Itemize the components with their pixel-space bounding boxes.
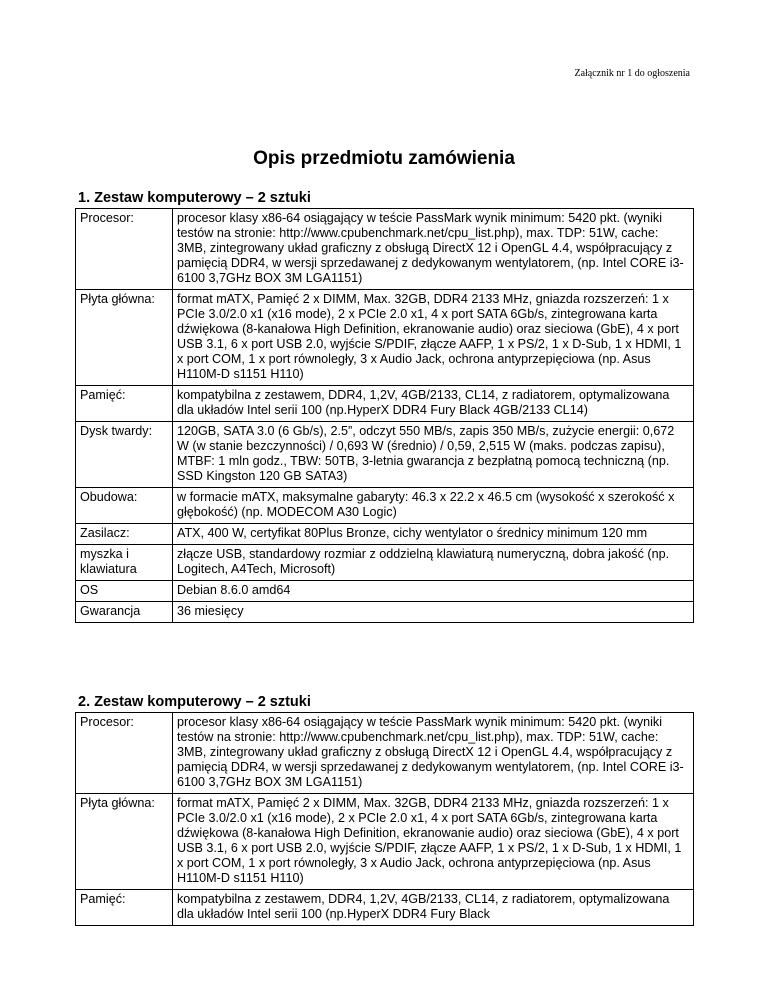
table-row (76, 488, 694, 524)
row-label: Płyta główna: (76, 290, 173, 386)
row-value: ATX, 400 W, certyfikat 80Plus Bronze, cichy wentylator o średnicy minimum 120 mm (173, 524, 694, 545)
row-value: Debian 8.6.0 amd64 (173, 581, 694, 602)
spec-table (75, 712, 694, 926)
table-row (76, 524, 694, 545)
section-heading: 2. Zestaw komputerowy – 2 sztuki (78, 694, 311, 710)
row-value: 36 miesięcy (173, 602, 694, 623)
table-row (76, 794, 694, 890)
table-row (76, 602, 694, 623)
table-row (76, 581, 694, 602)
row-label: OS (76, 581, 173, 602)
row-label: Dysk twardy: (76, 422, 173, 488)
row-label: Pamięć: (76, 890, 173, 926)
row-value: kompatybilna z zestawem, DDR4, 1,2V, 4GB/2133, CL14, z radiatorem, optymalizowana dla układów Intel serii 100 (np.HyperX DDR4 Fury Black 4GB/2133 CL14) (173, 386, 694, 422)
table-row (76, 209, 694, 290)
row-value: format mATX, Pamięć 2 x DIMM, Max. 32GB, DDR4 2133 MHz, gniazda rozszerzeń: 1 x PCIe 3.0/2.0 x1 (x16 mode), 2 x PCIe 2.0 x1, 4 x port SATA 6Gb/s, zintegrowana karta dźwiękowa (8-kanałowa High Definition, ekranowanie audio) oraz sieciowa (GbE), 4 x port USB 3.1, 6 x port USB 2.0, wyjście S/PDIF, złącze AAFP, 1 x PS/2, 1 x D-Sub, 1 x HDMI, 1 x port COM, 1 x port równoległy, 3 x Audio Jack, ochrona antyprzepięciowa (np. Asus H110M-D s1151 H110) (173, 794, 694, 890)
table-row (76, 545, 694, 581)
row-label: Pamięć: (76, 386, 173, 422)
table-row (76, 713, 694, 794)
row-value: kompatybilna z zestawem, DDR4, 1,2V, 4GB/2133, CL14, z radiatorem, optymalizowana dla układów Intel serii 100 (np.HyperX DDR4 Fury Black (173, 890, 694, 926)
row-label: Procesor: (76, 209, 173, 290)
row-label: Płyta główna: (76, 794, 173, 890)
table-row (76, 290, 694, 386)
document-title: Opis przedmiotu zamówienia (253, 148, 515, 169)
row-label: Gwarancja (76, 602, 173, 623)
row-value: w formacie mATX, maksymalne gabaryty: 46.3 x 22.2 x 46.5 cm (wysokość x szerokość x głębokość) (np. MODECOM A30 Logic) (173, 488, 694, 524)
row-label: Obudowa: (76, 488, 173, 524)
spec-table (75, 208, 694, 623)
row-label: Procesor: (76, 713, 173, 794)
section-heading: 1. Zestaw komputerowy – 2 sztuki (78, 190, 311, 206)
section-2 (75, 694, 694, 926)
row-value: procesor klasy x86-64 osiągający w teście PassMark wynik minimum: 5420 pkt. (wyniki testów na stronie: http://www.cpubenchmark.net/cpu_list.php), max. TDP: 51W, cache: 3MB, zintegrowany układ graficzny z obsługą DirectX 12 i OpenGL 4.4, współpracujący z pamięcią DDR4, w wersji sprzedawanej z dedykowanym wentylatorem, (np. Intel CORE i3-6100 3,7GHz BOX 3M LGA1151) (173, 713, 694, 794)
annex-note: Załącznik nr 1 do ogłoszenia (574, 68, 690, 79)
section-1 (75, 190, 694, 623)
table-row (76, 422, 694, 488)
row-value: procesor klasy x86-64 osiągający w teście PassMark wynik minimum: 5420 pkt. (wyniki testów na stronie: http://www.cpubenchmark.net/cpu_list.php), max. TDP: 51W, cache: 3MB, zintegrowany układ graficzny z obsługą DirectX 12 i OpenGL 4.4, współpracujący z pamięcią DDR4, w wersji sprzedawanej z dedykowanym wentylatorem, (np. Intel CORE i3-6100 3,7GHz BOX 3M LGA1151) (173, 209, 694, 290)
row-value: format mATX, Pamięć 2 x DIMM, Max. 32GB, DDR4 2133 MHz, gniazda rozszerzeń: 1 x PCIe 3.0/2.0 x1 (x16 mode), 2 x PCIe 2.0 x1, 4 x port SATA 6Gb/s, zintegrowana karta dźwiękowa (8-kanałowa High Definition, ekranowanie audio) oraz sieciowa (GbE), 4 x port USB 3.1, 6 x port USB 2.0, wyjście S/PDIF, złącze AAFP, 1 x PS/2, 1 x D-Sub, 1 x HDMI, 1 x port COM, 1 x port równoległy, 3 x Audio Jack, ochrona antyprzepięciowa (np. Asus H110M-D s1151 H110) (173, 290, 694, 386)
table-row (76, 890, 694, 926)
row-label: Zasilacz: (76, 524, 173, 545)
row-value: 120GB, SATA 3.0 (6 Gb/s), 2.5”, odczyt 550 MB/s, zapis 350 MB/s, zużycie energii: 0,672 W (w stanie bezczynności) / 0,693 W (średnio) / 0,59, 2,515 W (maks. podczas zapisu), MTBF: 1 mln godz., TBW: 50TB, 3-letnia gwarancja z bezpłatną pomocą techniczną (np. SSD Kingston 120 GB SATA3) (173, 422, 694, 488)
row-value: złącze USB, standardowy rozmiar z oddzielną klawiaturą numeryczną, dobra jakość (np. Logitech, A4Tech, Microsoft) (173, 545, 694, 581)
row-label: myszka i klawiatura (76, 545, 173, 581)
table-row (76, 386, 694, 422)
